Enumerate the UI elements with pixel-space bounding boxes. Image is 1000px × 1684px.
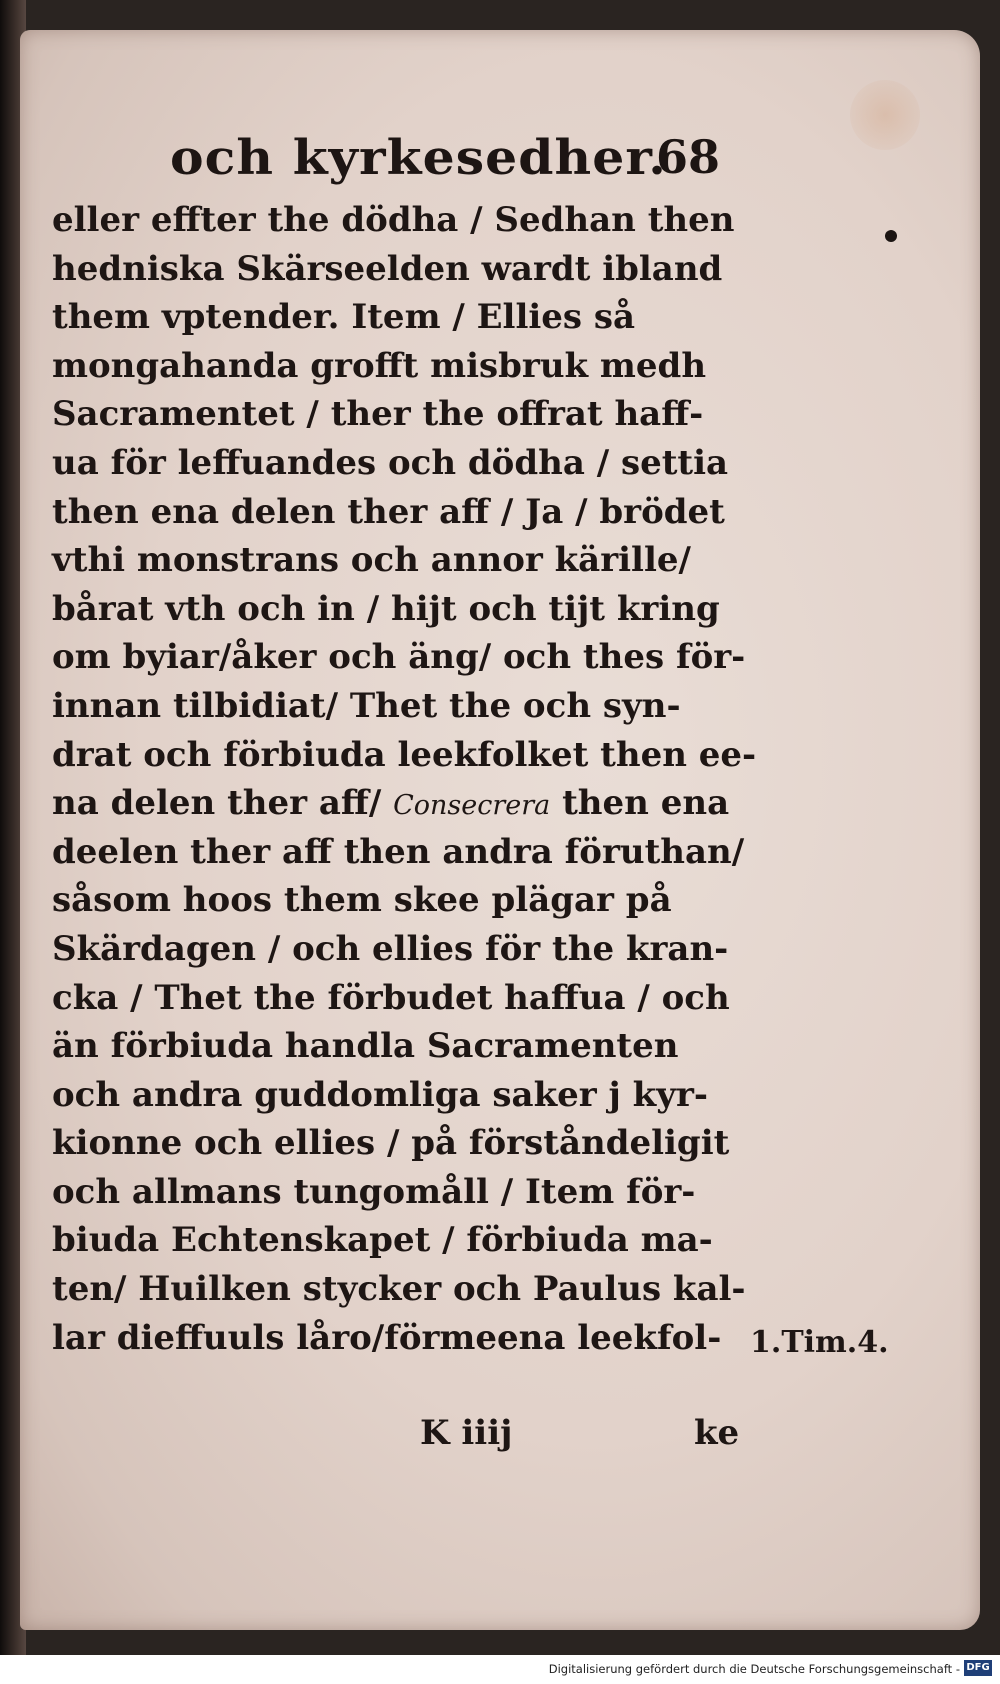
text-line bbox=[52, 779, 732, 828]
text-segment: na delen ther aff/ bbox=[52, 783, 394, 824]
text-line: Skärdagen / och ellies för the kran- bbox=[52, 928, 729, 969]
catchword: ke bbox=[694, 1413, 740, 1453]
text-line: innan tilbidiat/ Thet the och syn- bbox=[52, 685, 681, 726]
text-line: ua för leffuandes och dödha / settia bbox=[52, 442, 729, 483]
marginal-reference: 1.Tim.4. bbox=[750, 1325, 889, 1360]
funding-credit: Digitalisierung gefördert durch die Deutsche Forschungsgemeinschaft - bbox=[548, 1662, 960, 1676]
text-line: lar dieffuuls låro/förmeena leekfol- bbox=[52, 1317, 722, 1358]
text-segment: then ena bbox=[550, 783, 730, 824]
text-line: deelen ther aff then andra föruthan/ bbox=[52, 831, 745, 872]
text-line: mongahanda grofft misbruk medh bbox=[52, 345, 707, 386]
text-line: drat och förbiuda leekfolket then ee- bbox=[52, 734, 757, 775]
credit-bar bbox=[0, 1655, 1000, 1684]
worm-hole bbox=[885, 230, 897, 242]
text-line: än förbiuda handla Sacramenten bbox=[52, 1026, 679, 1067]
running-head: och kyrkesedher. bbox=[170, 130, 667, 186]
text-line: them vptender. Item / Ellies så bbox=[52, 297, 636, 338]
body-text bbox=[52, 196, 757, 1362]
page-number: 68 bbox=[655, 130, 720, 184]
text-line: såsom hoos them skee plägar på bbox=[52, 880, 672, 921]
latin-word: Consecrera bbox=[393, 790, 551, 822]
dfg-logo: DFG bbox=[964, 1660, 992, 1676]
text-line: och allmans tungomåll / Item för- bbox=[52, 1171, 696, 1212]
text-line: eller effter the dödha / Sedhan then bbox=[52, 200, 735, 240]
text-line: hedniska Skärseelden wardt ibland bbox=[52, 248, 723, 289]
text-line: biuda Echtenskapet / förbiuda ma- bbox=[52, 1220, 713, 1261]
text-line: vthi monstrans och annor kärille/ bbox=[52, 540, 691, 581]
text-line: Sacramentet / ther the offrat haff- bbox=[52, 394, 704, 435]
text-line: cka / Thet the förbudet haffua / och bbox=[52, 977, 730, 1018]
text-line: och andra guddomliga saker j kyr- bbox=[52, 1074, 708, 1115]
signature-mark: K iiij bbox=[420, 1413, 513, 1453]
paper-stain bbox=[850, 80, 920, 150]
text-line: bårat vth och in / hijt och tijt kring bbox=[52, 588, 720, 629]
text-line: kionne och ellies / på förståndeligit bbox=[52, 1123, 730, 1164]
page-header bbox=[170, 130, 730, 200]
text-line: om byiar/åker och äng/ och thes för- bbox=[52, 637, 746, 678]
text-line: then ena delen ther aff / Ja / brödet bbox=[52, 491, 725, 532]
text-line: ten/ Huilken stycker och Paulus kal- bbox=[52, 1269, 746, 1310]
